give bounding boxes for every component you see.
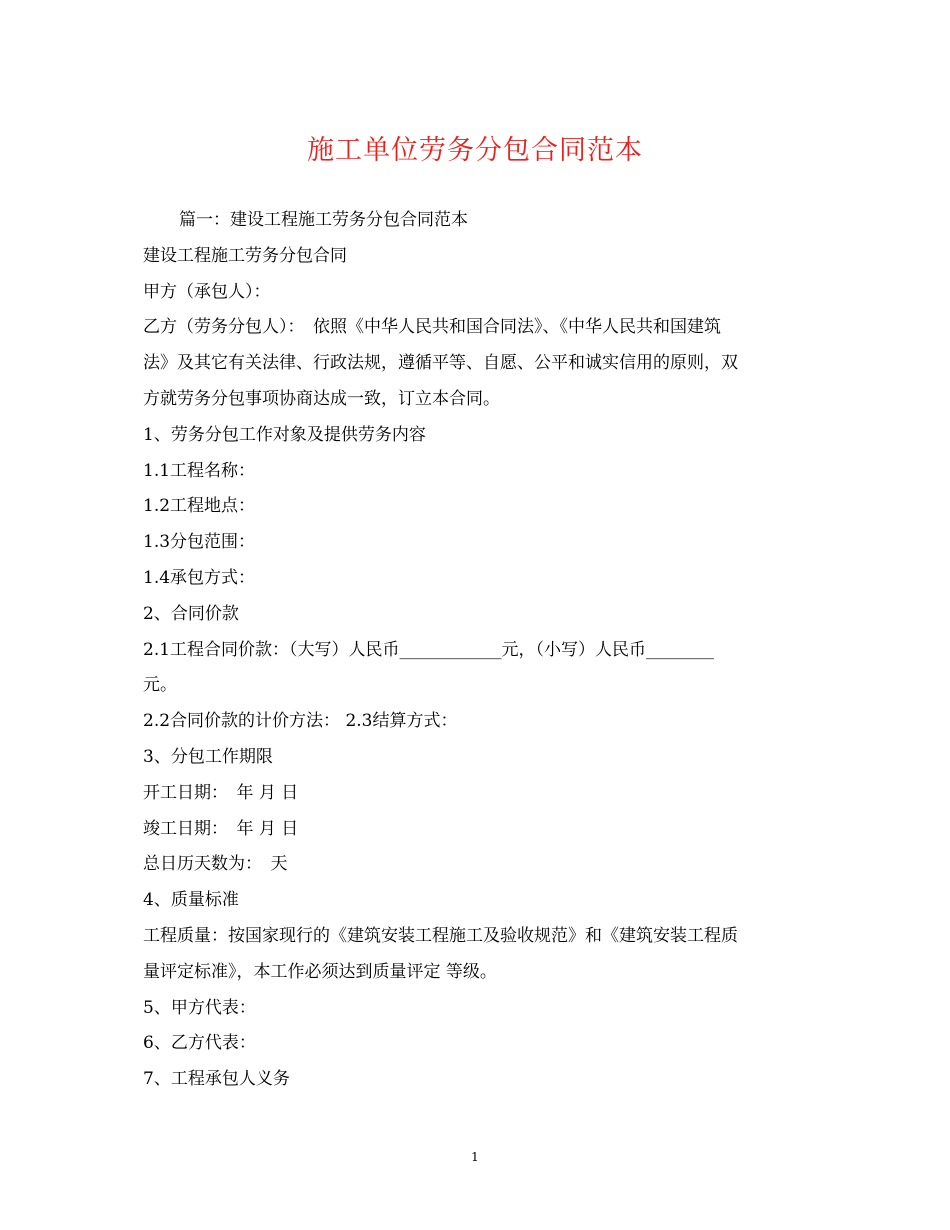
paragraph-party-b: 乙方（劳务分包人）： 依照《中华人民共和国合同法》、《中华人民共和国建筑 bbox=[143, 317, 721, 338]
section-heading-7: 7、工程承包人义务 bbox=[143, 1069, 290, 1090]
section-heading-5: 5、甲方代表： bbox=[143, 997, 256, 1018]
paragraph-text-line: 法》及其它有关法律、行政法规，遵循平等、自愿、公平和诚实信用的原则，双 bbox=[143, 353, 738, 374]
paragraph-contract-name: 建设工程施工劳务分包合同 bbox=[143, 245, 347, 266]
paragraph-article-heading: 篇一：建设工程施工劳务分包合同范本 bbox=[179, 210, 468, 230]
item-contract-method: 1.4承包方式： bbox=[143, 567, 256, 588]
paragraph-text-line: 量评定标准》，本工作必须达到质量评定 等级。 bbox=[143, 961, 497, 982]
paragraph-text-line: 元。 bbox=[143, 675, 177, 696]
section-heading-6: 6、乙方代表： bbox=[143, 1033, 256, 1054]
document-body bbox=[143, 203, 808, 1098]
section-heading-1: 1、劳务分包工作对象及提供劳务内容 bbox=[143, 424, 426, 445]
section-heading-3: 3、分包工作期限 bbox=[143, 746, 273, 767]
item-subcontract-scope: 1.3分包范围： bbox=[143, 532, 256, 553]
item-quality: 工程质量：按国家现行的《建筑安装工程施工及验收规范》和《建筑安装工程质 bbox=[143, 925, 738, 946]
paragraph-text-line: 方就劳务分包事项协商达成一致，订立本合同。 bbox=[143, 388, 500, 409]
item-project-name: 1.1工程名称： bbox=[143, 460, 256, 481]
paragraph-party-a: 甲方（承包人）： bbox=[143, 281, 271, 302]
item-pricing-method: 2.2合同价款的计价方法： 2.3结算方式： bbox=[143, 711, 458, 732]
item-contract-price: 2.1工程合同价款：（大写）人民币____________元，（小写）人民币________ bbox=[143, 639, 715, 660]
item-completion-date: 竣工日期： 年 月 日 bbox=[143, 818, 299, 839]
document-title: 施工单位劳务分包合同范本 bbox=[307, 135, 643, 166]
item-project-location: 1.2工程地点： bbox=[143, 496, 256, 517]
section-heading-4: 4、质量标准 bbox=[143, 890, 239, 911]
item-start-date: 开工日期： 年 月 日 bbox=[143, 782, 299, 803]
item-total-days: 总日历天数为： 天 bbox=[143, 854, 288, 875]
section-heading-2: 2、合同价款 bbox=[143, 603, 239, 624]
page-number: 1 bbox=[471, 1150, 479, 1164]
